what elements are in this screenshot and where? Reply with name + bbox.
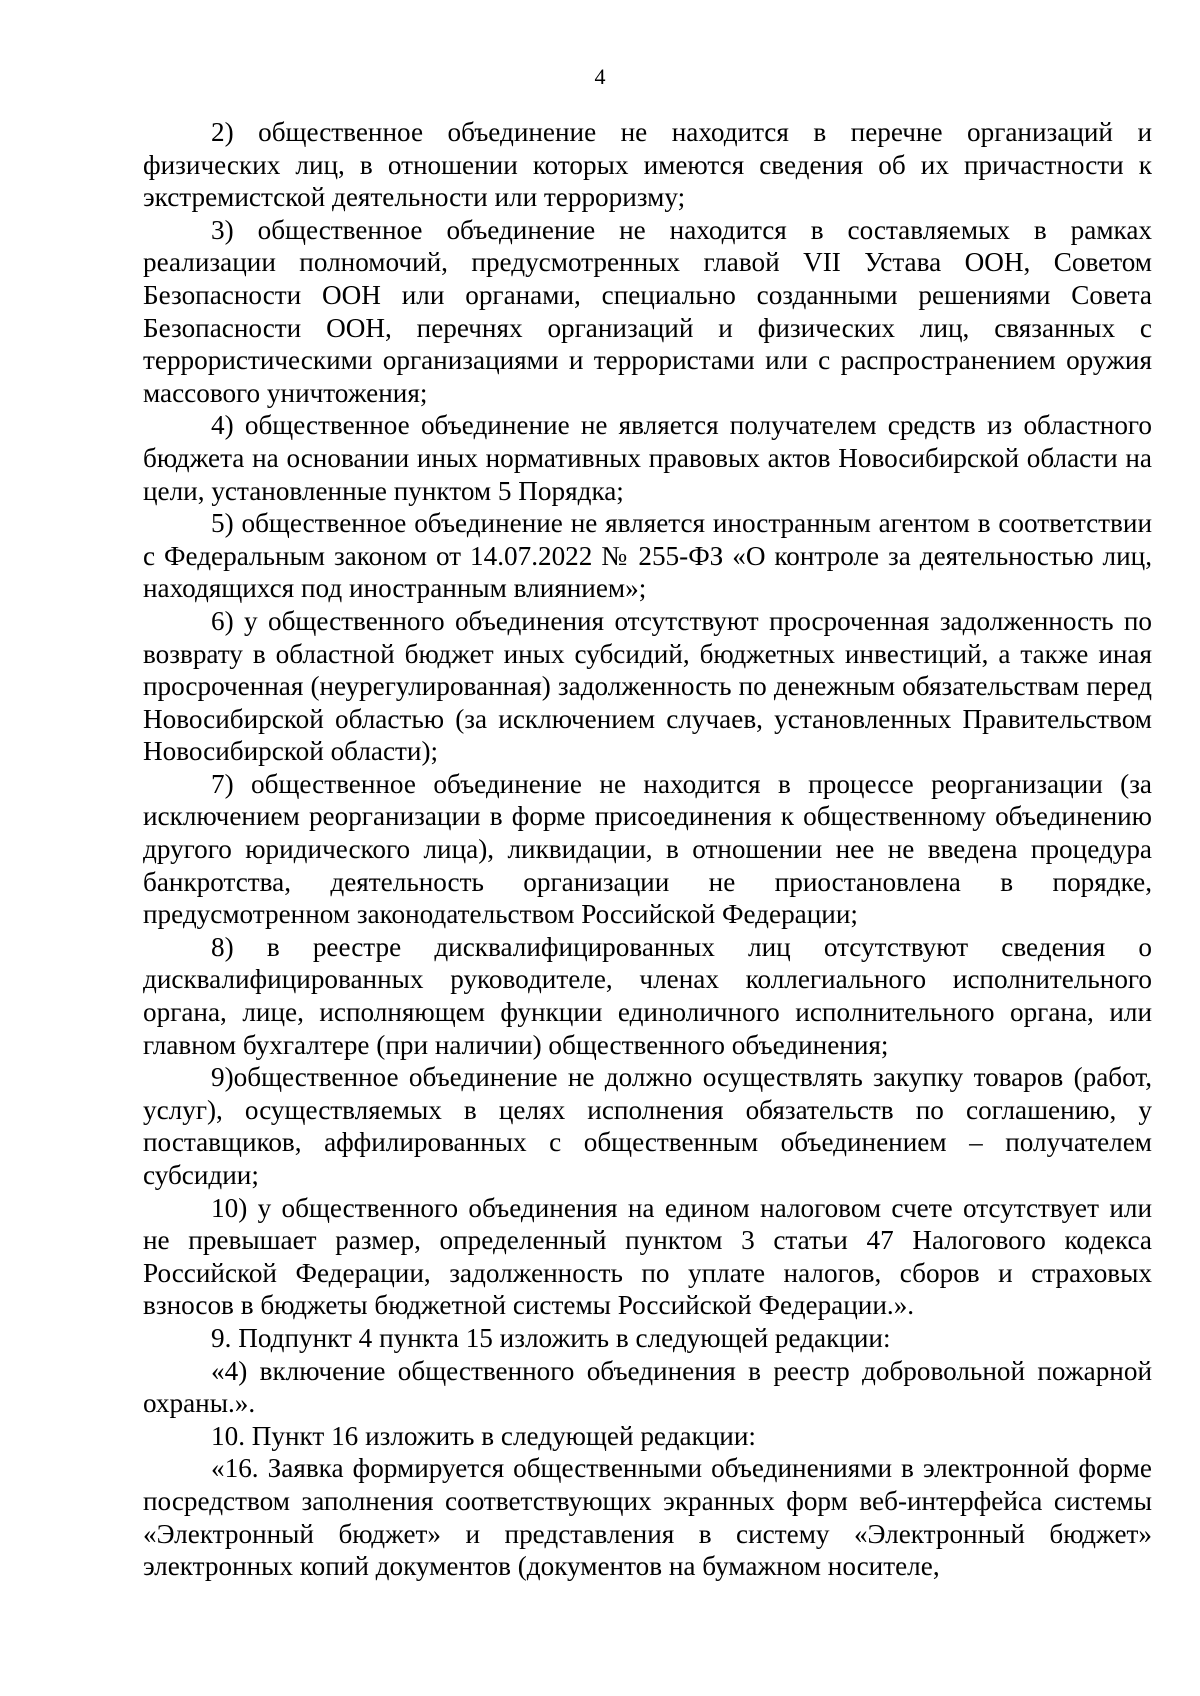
paragraph-item-3: 3) общественное объединение не находится в составляемых в рамках реализации полномочий, предусмотренных главой VII Устава ООН, Советом Безопасности ООН или органами, специально созданными решениями Совета Безопасности ООН, перечнях организаций и физических лиц, связанных с террористическими организациями и террористами или с распространением оружия массового уничтожения; <box>143 214 1152 408</box>
paragraph-item-7: 7) общественное объединение не находится в процессе реорганизации (за исключением реорганизации в форме присоединения к общественному объединению другого юридического лица), ликвидации, в отношении нее не введена процедура банкротства, деятельность организации не приостановлена в порядке, предусмотренном законодательством Российской Федерации; <box>143 768 1152 930</box>
paragraph-item-4: 4) общественное объединение не является получателем средств из областного бюджета на основании иных нормативных правовых актов Новосибирской области на цели, установленные пунктом 5 Порядка; <box>143 410 1152 506</box>
document-body <box>143 116 1152 1583</box>
paragraph-item-9: 9)общественное объединение не должно осуществлять закупку товаров (работ, услуг), осуществляемых в целях исполнения обязательств по соглашению, у поставщиков, аффилированных с общественным объединением – получателем субсидии; <box>143 1062 1152 1190</box>
amendment-subpoint-4-text: «4) включение общественного объединения в реестр добровольной пожарной охраны.». <box>143 1355 1152 1419</box>
paragraph-item-6: 6) у общественного объединения отсутствуют просроченная задолженность по возврату в областной бюджет иных субсидий, бюджетных инвестиций, а также иная просроченная (неурегулированная) задолженность по денежным обязательствам перед Новосибирской областью (за исключением случаев, установленных Правительством Новосибирской области); <box>143 605 1152 767</box>
amendment-point-16-text: «16. Заявка формируется общественными объединениями в электронной форме посредством заполнения соответствующих экранных форм веб-интерфейса системы «Электронный бюджет» и представления в систему «Электронный бюджет» электронных копий документов (документов на бумажном носителе, <box>143 1453 1152 1582</box>
page-number: 4 <box>594 64 606 89</box>
paragraph-item-8: 8) в реестре дисквалифицированных лиц отсутствуют сведения о дисквалифицированных руководителе, членах коллегиального исполнительного органа, лице, исполняющем функции единоличного исполнительного органа, или главном бухгалтере (при наличии) общественного объединения; <box>143 931 1152 1060</box>
paragraph-item-10: 10) у общественного объединения на едином налоговом счете отсутствует или не превышает размер, определенный пунктом 3 статьи 47 Налогового кодекса Российской Федерации, задолженность по уплате налогов, сборов и страховых взносов в бюджеты бюджетной системы Российской Федерации.». <box>143 1192 1152 1321</box>
paragraph-item-2: 2) общественное объединение не находится в перечне организаций и физических лиц, в отношении которых имеются сведения об их причастности к экстремистской деятельности или терроризму; <box>143 117 1152 213</box>
amendment-point-9: 9. Подпункт 4 пункта 15 изложить в следующей редакции: <box>211 1322 891 1353</box>
paragraph-item-5: 5) общественное объединение не является иностранным агентом в соответствии с Федеральным законом от 14.07.2022 № 255-ФЗ «О контроле за деятельностью лиц, находящихся под иностранным влиянием»; <box>143 508 1152 604</box>
amendment-point-10: 10. Пункт 16 изложить в следующей редакции: <box>211 1420 756 1451</box>
